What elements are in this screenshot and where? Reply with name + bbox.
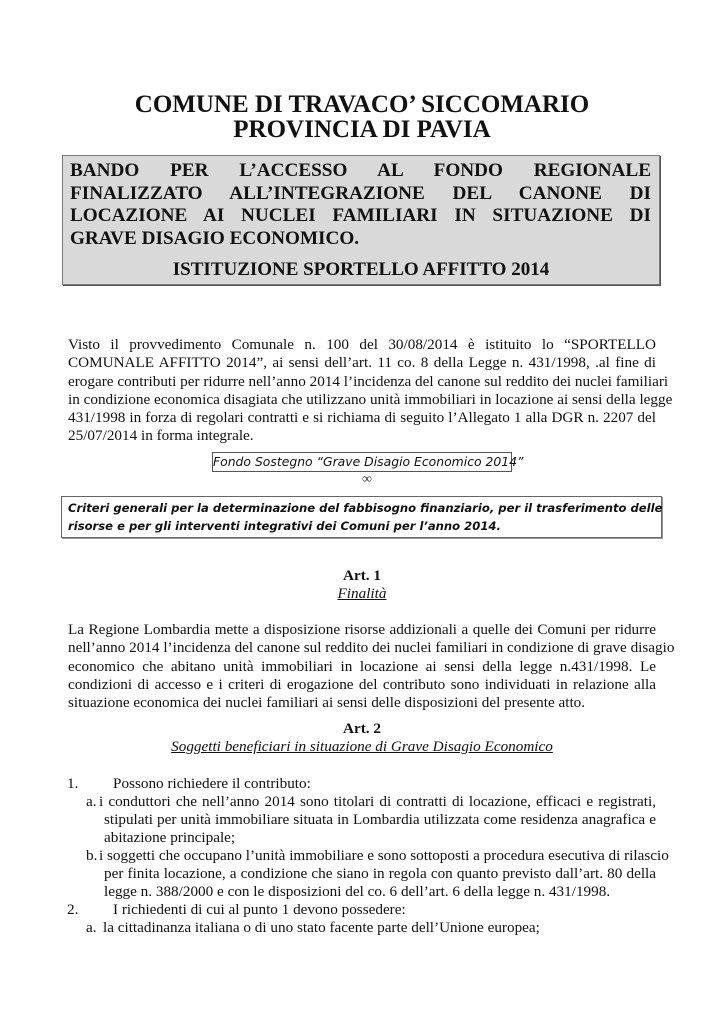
paragraph-line: condizioni di accesso e i criteri di erogazione del contributo sono individuati in relazione alla [68,675,656,693]
intro-paragraph [68,336,673,446]
list-number: 1. [67,775,79,792]
paragraph-line: La Regione Lombardia mette a disposizione risorse addizionali a quelle dei Comuni per ridurre [68,621,656,638]
art2-subtitle: Soggetti beneficiari in situazione di Grave Disagio Economico [171,738,553,755]
art1-paragraph [68,621,675,712]
list-letter: a. [86,919,97,936]
banner-title [70,160,651,250]
banner-line: LOCAZIONE AI NUCLEI FAMILIARI IN SITUAZIONE DI [70,205,651,227]
paragraph-line: stipulati per unità immobiliare situata in Lombardia utilizzata come residenza anagrafica e [104,811,656,828]
list-subitem [99,793,656,811]
banner-line: FINALIZZATO ALL’INTEGRAZIONE DEL CANONE DI [70,182,651,204]
infinity-symbol-icon: ∞ [362,472,372,487]
criteria-line: risorse e per gli interventi integrativi dei Comuni per l’anno 2014. [68,519,501,533]
art1-subtitle: Finalità [337,585,387,602]
paragraph-line: legge n. 388/2000 e con le disposizioni del co. 6 dell’art. 6 della legge n. 431/1998. [104,883,611,901]
province-title: PROVINCIA DI PAVIA [233,116,491,143]
paragraph-line: nell’anno 2014 l’incidenza del canone sul reddito dei nuclei familiari in condizione di grave disagio [68,639,675,657]
banner-line: BANDO PER L’ACCESSO AL FONDO REGIONALE [70,160,651,181]
fund-title-box: Fondo Sostegno “Grave Disagio Economico 2014” [212,452,512,472]
list-subitem-cont [104,811,656,848]
paragraph-line: abitazione principale; [104,829,236,847]
paragraph-line: situazione economica dei nuclei familiari ai sensi delle disposizioni del presente atto. [68,694,586,712]
paragraph-line: 25/07/2014 in forma integrale. [68,427,254,445]
banner-subtitle: ISTITUZIONE SPORTELLO AFFITTO 2014 [172,259,550,280]
announcement-banner [62,155,660,285]
paragraph-line: i soggetti che occupano l’unità immobiliare e sono sottoposti a procedura esecutiva di rilascio [99,847,669,864]
list-subitem: la cittadinanza italiana o di uno stato facente parte dell’Unione europea; [103,919,540,936]
paragraph-line: COMUNALE AFFITTO 2014”, ai sensi dell’art. 11 co. 8 della Legge n. 431/1998, .al fine di [68,354,656,372]
paragraph-line: Visto il provvedimento Comunale n. 100 del 30/08/2014 è istituito lo “SPORTELLO [68,336,656,353]
paragraph-line: economico che abitano unità immobiliari in locazione ai sensi della legge n.431/1998. Le [68,657,656,675]
paragraph-line: erogare contributi per ridurre nell’anno 2014 l’incidenza del canone sul reddito dei nuclei familiari [68,372,669,390]
paragraph-line: per finita locazione, a condizione che siano in regola con quanto previsto dall’art. 80 della [104,865,656,882]
paragraph-line: i conduttori che nell’anno 2014 sono titolari di contratti di locazione, efficaci e registrati, [99,793,656,810]
paragraph-line: 431/1998 in forza di regolari contratti e si richiama di seguito l’Allegato 1 alla DGR n. 2207 del [68,409,656,427]
art2-heading: Art. 2 [343,720,381,737]
list-letter: a. [86,793,97,810]
list-letter: b. [86,847,98,864]
list-number: 2. [67,901,79,918]
list-item-text: I richiedenti di cui al punto 1 devono possedere: [113,901,406,918]
banner-line: GRAVE DISAGIO ECONOMICO. [70,227,360,249]
list-item-text: Possono richiedere il contributo: [113,775,311,792]
criteria-box [61,496,662,538]
list-subitem [99,847,669,865]
art1-heading: Art. 1 [343,567,381,584]
paragraph-line: in condizione economica disagiata che utilizzano unità immobiliari in locazione ai sensi della legge [68,390,673,408]
criteria-line: Criteri generali per la determinazione del fabbisogno finanziario, per il trasferimento delle [68,501,663,515]
municipality-title: COMUNE DI TRAVACO’ SICCOMARIO [134,91,590,118]
list-subitem-cont [104,865,656,902]
